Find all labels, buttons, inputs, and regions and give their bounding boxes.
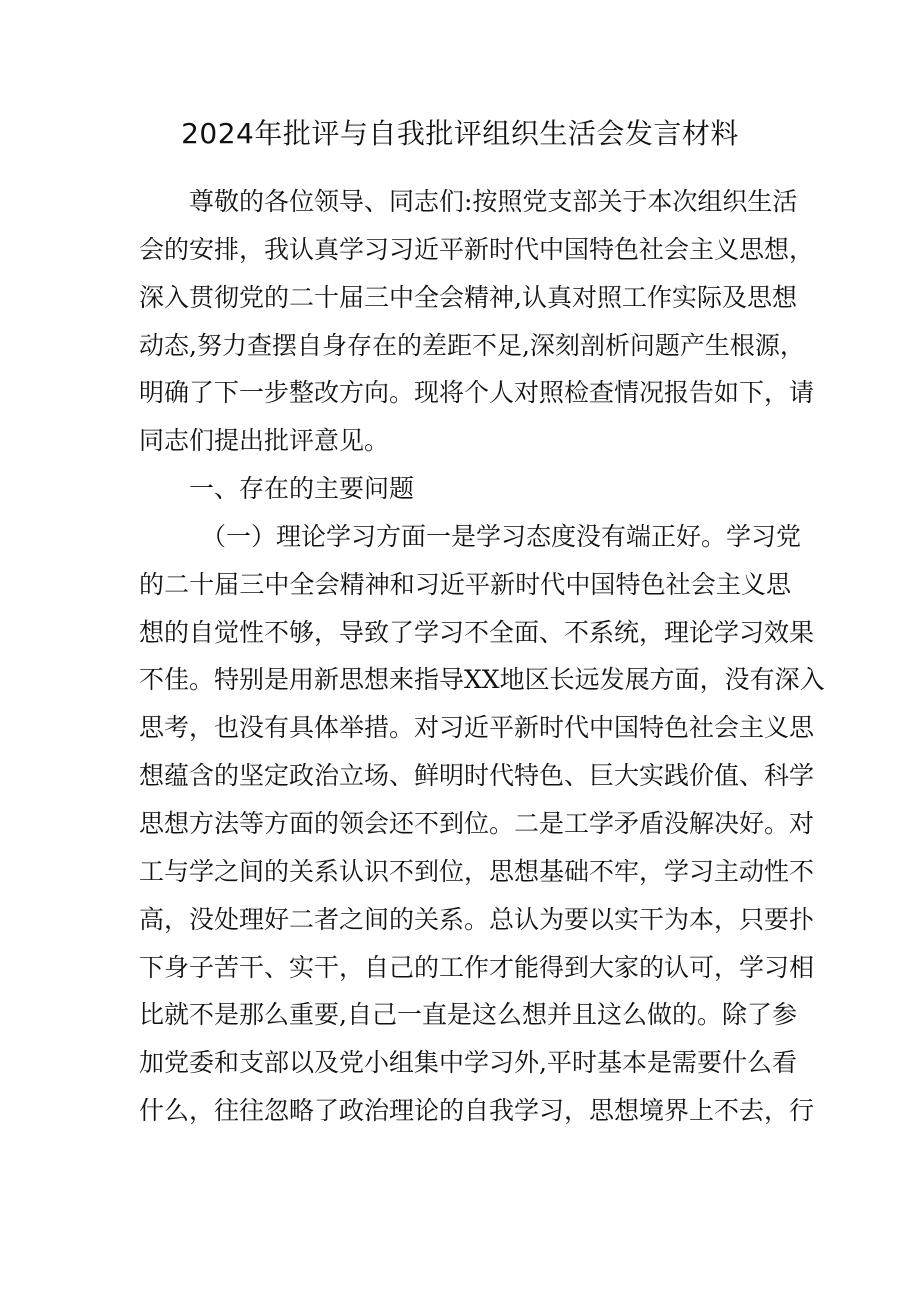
- paragraph-line: 动态,努力查摆自身存在的差距不足,深刻剖析问题产生根源，: [139, 330, 805, 360]
- paragraph-line: 思想方法等方面的领会还不到位。二是工学矛盾没解决好。对: [139, 808, 815, 838]
- paragraph-line: 的二十届三中全会精神和习近平新时代中国特色社会主义思: [139, 569, 791, 599]
- paragraph-line: 思考，也没有具体举措。对习近平新时代中国特色社会主义思: [139, 713, 815, 743]
- paragraph-line: 比就不是那么重要,自己一直是这么想并且这么做的。除了参: [139, 1000, 797, 1030]
- paragraph-line: 会的安排，我认真学习习近平新时代中国特色社会主义思想，: [139, 234, 815, 264]
- paragraph-line: 同志们提出批评意见。: [139, 426, 390, 456]
- paragraph-line: （一）理论学习方面一是学习态度没有端正好。学习党: [201, 521, 802, 551]
- paragraph-line: 尊敬的各位领导、同志们:按照党支部关于本次组织生活: [189, 187, 798, 216]
- paragraph-line: 加党委和支部以及党小组集中学习外,平时基本是需要什么看: [139, 1048, 797, 1078]
- paragraph-line: 想的自觉性不够，导致了学习不全面、不系统，理论学习效果: [139, 617, 815, 647]
- paragraph-line: 不佳。特别是用新思想来指导XX地区长远发展方面，没有深入: [139, 665, 825, 695]
- paragraph-line: 深入贯彻党的二十届三中全会精神,认真对照工作实际及思想: [139, 282, 797, 312]
- paragraph-line: 什么，往往忽略了政治理论的自我学习，思想境界上不去，行: [139, 1096, 815, 1126]
- paragraph-line: 下身子苦干、实干，自己的工作才能得到大家的认可，学习相: [139, 952, 815, 982]
- paragraph-line: 明确了下一步整改方向。现将个人对照检查情况报告如下，请: [139, 378, 815, 408]
- document-title: 2024年批评与自我批评组织生活会发言材料: [181, 117, 739, 150]
- paragraph-line: 想蕴含的坚定政治立场、鲜明时代特色、巨大实践价值、科学: [139, 761, 815, 791]
- section-heading: 一、存在的主要问题: [189, 474, 415, 504]
- document-body: [139, 178, 825, 1135]
- paragraph-line: 工与学之间的关系认识不到位，思想基础不牢，学习主动性不: [139, 856, 815, 886]
- paragraph-line: 高，没处理好二者之间的关系。总认为要以实干为本，只要扑: [139, 904, 815, 934]
